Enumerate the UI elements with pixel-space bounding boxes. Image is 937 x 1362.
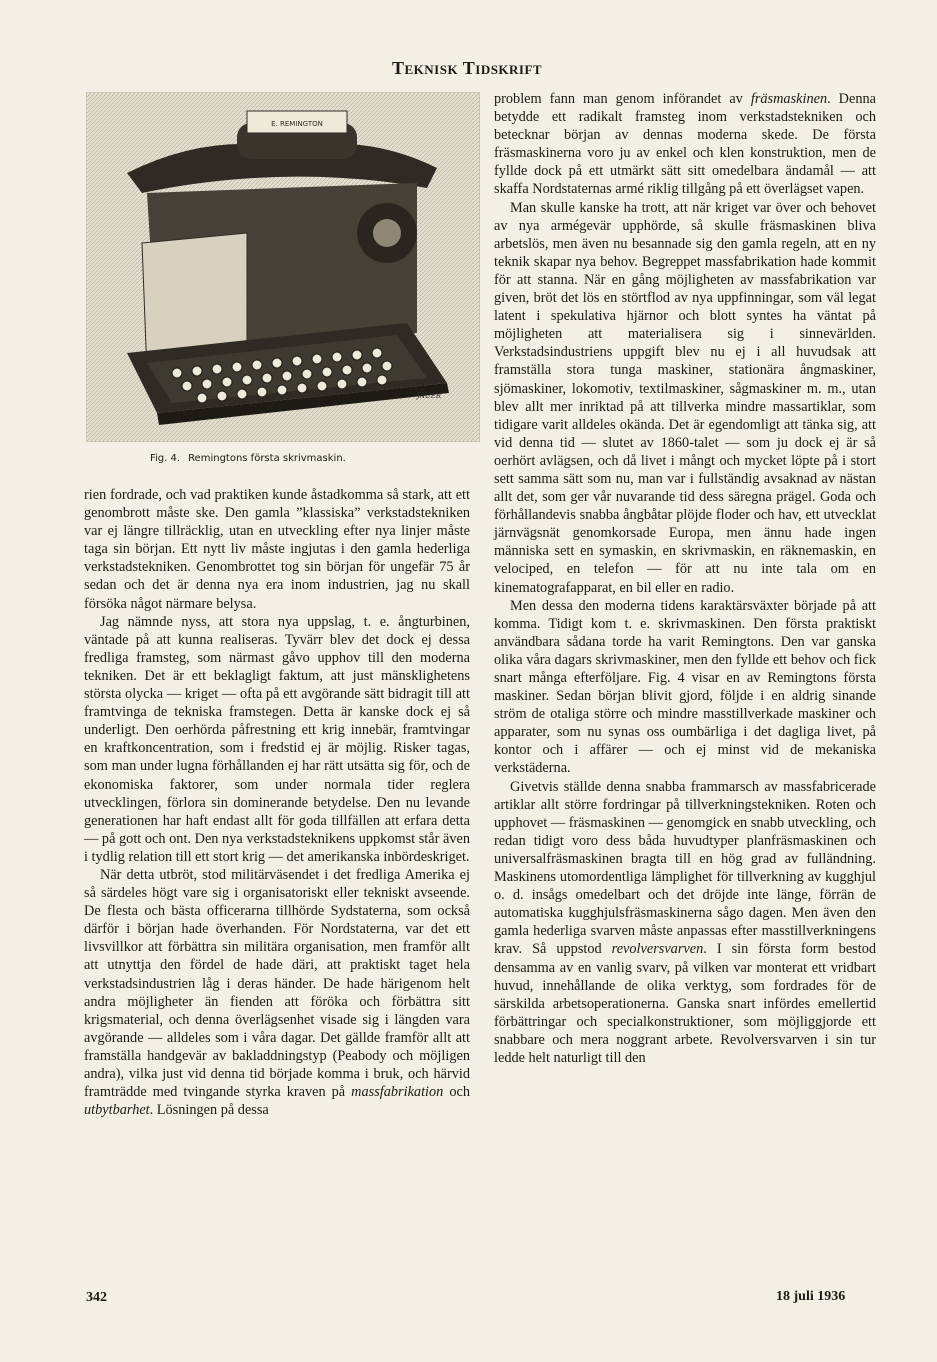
left-column	[84, 486, 470, 1119]
paragraph: Men dessa den moderna tidens karaktärsväxter började på att komma. Tidigt kom t. e. skrivmaskinen. Den första praktiskt användbara sådana torde ha varit Remingtons. Den var ganska olika våra dagars skrivmaskiner, men den fyllde ett behov och fick snart många efterföljare. Fig. 4 visar en av Remingtons första maskiner. Sedan början blivit gjord, följde i en aldrig sinande ström de otaliga större och mindre masstillverkade maskiner och apparater, som nu synas oss oumbärliga i det dagliga livet, på kontor och i affärer — och ej minst vid de mekaniska verkstäderna.	[494, 597, 876, 777]
paragraph: rien fordrade, och vad praktiken kunde åstadkomma så stark, att ett genombrott måste ske. Den gamla ”klassiska” verkstadstekniken var ej längre tillräcklig, utan en utveckling efter nya linjer måste taga sin början. Ett nytt liv måste ingjutas i den gamla hederliga verkstadstekniken. Genombrottet tog sin början för ungefär 75 år sedan och det är denna nya era inom industrien, jag nu skall försöka något närmare belysa.	[84, 487, 470, 612]
paragraph-text: Givetvis ställde denna snabba frammarsch av massfabricerade artiklar allt större fordringar på tillverkningstekniken. Roten och upphovet — fräsmaskinen — genomgick en snabb utveckling, och redan tidigt voro dess båda huvudtyper planfräsmaskinen och universalfräsmaskinen bragta till en hög grad av fulländning. Maskinens utomordentliga lämplighet för tillverkning av kugghjul o. d. insågs omedelbart och det dröjde inte länge, förrän de automatiska kugghjulsfräsmaskinerna sågo dagen. Men även den gamla hederliga svarven måste anpassas efter masstillverkningens krav. Så uppstod	[494, 778, 876, 958]
figure-caption-text: Remingtons första skrivmaskin.	[188, 453, 346, 464]
paragraph-text: . Denna betydde ett radikalt framsteg inom verkstadstekniken och betecknar början av dennas moderna skede. De första fräsmaskinerna voro ju av enkel och klen konstruktion, men de fyllde dock på ett utmärkt sätt sitt omedelbara ändamål — att skaffa Nordstaternas armé riklig tillgång på ett överlägset vapen.	[494, 91, 876, 198]
paragraph-text: . I sin första form bestod densamma av en vanlig svarv, på vilken var monterat ett vridbart huvud, innehållande de olika verktyg, som fordrades för de särskilda arbetsoperationerna. Ganska snart infördes emellertid förbättringar och specialkonstruktioner, som möjliggjorde ett snabbare och mera noggrant arbete. Revolversvarven i sin tur ledde helt naturligt till den	[494, 941, 876, 1066]
paragraph-text: När detta utbröt, stod militärväsendet i det fredliga Amerika ej så särdeles högt vare sig i organisatoriskt eller tekniskt avseende. De flesta och bästa officerarna tillhörde Sydstaterna, som också därför i början hade överhanden. För Nordstaterna, var det ett livsvillkor att förbättra sin militära organisation, men framför allt att utnyttja den fördel de hade däri, att praktiskt taget hela verkstadsindustrien låg i deras händer. De hade härigenom helt andra möjligheter än fienden att föröka och förbättra sitt krigsmaterial, och denna överlägsenhet visade sig i längden vara avgörande — alldeles som i våra dagar. Det gällde framför allt att framställa handgevär av bakladdningstyp (Peabody och möjligen andra), vilka just vid denna tid började komma i bruk, och härvid framträdde med tvingande styrka kraven på	[84, 866, 470, 1101]
journal-title: Teknisk Tidskrift	[392, 58, 543, 78]
paragraph-text: problem fann man genom införandet av	[494, 91, 743, 107]
right-column	[494, 90, 876, 1067]
typewriter-engraving	[87, 93, 479, 441]
paragraph	[494, 90, 876, 199]
emphasis-term: massfabrikation	[351, 1084, 444, 1101]
engraver-signature: JAUER	[417, 392, 442, 400]
typewriter-illustration	[86, 92, 480, 442]
emphasis-term: fräsmaskinen	[750, 91, 828, 107]
emphasis-term: utbytbarhet	[84, 1102, 150, 1119]
paragraph-text: . Lösningen på dessa	[149, 1102, 269, 1119]
figure-caption	[150, 453, 480, 464]
paragraph	[494, 778, 876, 1068]
page-number: 342	[86, 1290, 107, 1305]
issue-date: 18 juli 1936	[776, 1289, 846, 1304]
emphasis-term: revolversvarven	[611, 941, 704, 958]
paragraph	[84, 866, 470, 1119]
paragraph-text: och	[449, 1084, 471, 1101]
paragraph: Man skulle kanske ha trott, att när kriget var över och behovet av nya armégevär upphörde, så skulle fräsmaskinen bliva arbetslös, men även nu besannade sig den gamla regeln, att en ny teknik skapar nya behov. Begreppet massfabrikation hade kommit för att stanna. När en gång möjligheten av massfabrikation var given, bröt det lös en störtflod av nya uppfinningar, som väl legat latent i spekulativa hjärnor och blott syntes ha väntat på möjligheten att materialisera sig i sinnevärlden. Verkstadsindustriens uppgift blev nu ej i all huvudsak att framställa stora tunga maskiner, stationära ångmaskiner, sjömaskiner, lokomotiv, textilmaskiner, sågmaskiner m. m., utan blev allt mer inriktad på att tillverka mindre massartiklar, som tidigare varit alldeles okända. Det är egendomligt att tänka sig, att vid denna tid — slutet av 1860-talet — som ju dock ej är så oerhört avlägsen, och då livet i mångt och mycket löpte på i stort sett samma sätt som nu, man var i fullständig avsaknad av nästan allt det, som ger vår nuvarande tid dess säregna prägel. Goda och förhållandevis snabba ångbåtar plöjde floder och hav, ett utvecklat järnvägsnät genomkorsade Europa, men ännu hade ingen människa sett en symaskin, en skrivmaskin, en räknemaskin, en velociped, en telefon — för att nu inte tala om en kinematografapparat, en bil eller en radio.	[494, 199, 876, 596]
engraving-plate-label: E. REMINGTON	[271, 120, 323, 128]
figure-caption-label: Fig. 4.	[150, 453, 181, 464]
paragraph: Jag nämnde nyss, att stora nya uppslag, t. e. ångturbinen, väntade på att kunna realiseras. Tyvärr blev det dock ej dessa fredliga framsteg, som närmast gåvo upphov till den moderna tekniken. Det är ett beklagligt faktum, att just mänsklighetens största olycka — kriget — ofta på ett avgörande sätt bidragit till att framtvinga de tekniska framstegen. Detta är kanske dock ej så underligt. Den oerhörda påfrestning ett krig innebär, framtvingar en kraftkoncentration, som i fredstid ej är möjlig. Risker tagas, som man under lugna förhållanden ej har rätt utsätta sig för, och de ekonomiska faktorer, som under normala tider reglera utvecklingen, förlora sin dominerande betydelse. Den nu levande generationen har haft endast allt för goda tillfällen att erfara detta — på gott och ont. Den nya verkstadsteknikens uppkomst står även i tydlig relation till ett stort krig — det amerikanska inbördeskriget.	[84, 613, 470, 865]
